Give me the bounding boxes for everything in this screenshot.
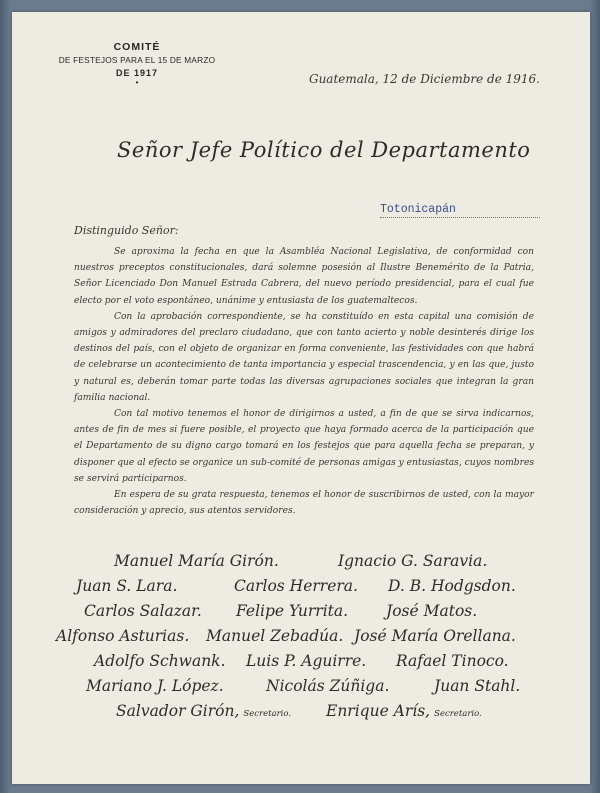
signature: Nicolás Zúñiga. bbox=[266, 677, 390, 695]
paragraph: Se aproxima la fecha en que la Asambléa Nacional Legislativa, de conformidad con nuestros preceptos constitucionales, dará solemne posesión al Ilustre Benemérito de la Patria, Señor Licenciado Don Manuel Estrada Cabrera, del nuevo período presidencial, para el cual fue electo por el voto espontáneo, unánime y entusiasta de los guatemaltecos. bbox=[74, 247, 534, 306]
signature: Manuel Zebadúa. bbox=[206, 627, 344, 645]
signature: Adolfo Schwank. bbox=[94, 652, 226, 670]
signature: Carlos Herrera. bbox=[234, 577, 358, 595]
signature: Mariano J. López. bbox=[86, 677, 224, 695]
signature-row bbox=[56, 677, 556, 702]
signature-row bbox=[56, 702, 556, 727]
paragraph: Con tal motivo tenemos el honor de dirigirnos a usted, a fin de que se sirva indicarnos, antes de fin de mes si fuere posible, el proyecto que haya formado acerca de la participación que el Departamento de su digno cargo tomará en los festejos que para aquella fecha se preparan, y disponer que al efecto se organice un sub-comité de personas amigas y entusiastas, cuyos nombres se servirá participarnos. bbox=[74, 409, 534, 484]
letterhead-title: COMITÉ bbox=[113, 41, 161, 53]
paragraph: En espera de su grata respuesta, tenemos el honor de suscribirnos de usted, con la mayor consideración y aprecio, sus atentos servidores. bbox=[74, 490, 534, 517]
signature-secretary bbox=[326, 702, 482, 720]
signature: Manuel María Girón. bbox=[114, 552, 279, 570]
paragraph: Con la aprobación correspondiente, se ha constituído en esta capital una comisión de amigos y admiradores del preclaro ciudadano, que con tanto acierto y noble desinterés dirige los destinos del país, con el objeto de organizar en forma conveniente, las festividades con que habrá de celebrarse un acontecimiento de tanta importancia y especial trascendencia, y en las que, justo y natural es, deberán tomar parte todas las diversas agrupaciones sociales que integran la gran familia nacional. bbox=[74, 311, 534, 403]
letterhead-ornament: • bbox=[135, 78, 139, 87]
signature: Alfonso Asturias. bbox=[56, 627, 190, 645]
signature: José Matos. bbox=[386, 602, 478, 620]
letterhead bbox=[42, 40, 232, 86]
secretary-role: Secretario. bbox=[434, 709, 482, 719]
signature-row bbox=[56, 627, 556, 652]
addressee-title: Señor Jefe Político del Departamento bbox=[117, 138, 531, 162]
signature: Salvador Girón, bbox=[116, 702, 240, 720]
signature: Felipe Yurrita. bbox=[236, 602, 349, 620]
letterhead-subtitle: DE FESTEJOS PARA EL 15 DE MARZO bbox=[58, 55, 216, 65]
salutation: Distinguido Señor: bbox=[74, 224, 179, 237]
signatures-block bbox=[56, 552, 556, 727]
signature: Juan S. Lara. bbox=[76, 577, 178, 595]
department-name: Totonicapán bbox=[380, 203, 540, 218]
letterhead-year: DE 1917 bbox=[115, 68, 159, 78]
letter-date: Guatemala, 12 de Diciembre de 1916. bbox=[308, 72, 540, 86]
signature-row bbox=[56, 652, 556, 677]
signature: José María Orellana. bbox=[354, 627, 516, 645]
signature: Ignacio G. Saravia. bbox=[338, 552, 488, 570]
signature: Luis P. Aguirre. bbox=[246, 652, 367, 670]
signature: Rafael Tinoco. bbox=[396, 652, 509, 670]
letter-body bbox=[74, 244, 534, 519]
letter-page bbox=[12, 12, 590, 784]
secretary-role: Secretario. bbox=[243, 709, 292, 719]
signature: Juan Stahl. bbox=[434, 677, 521, 695]
signature: Enrique Arís, bbox=[326, 702, 431, 720]
signature-row bbox=[56, 602, 556, 627]
signature-row bbox=[56, 552, 556, 577]
signature-row bbox=[56, 577, 556, 602]
signature: Carlos Salazar. bbox=[84, 602, 202, 620]
signature-secretary bbox=[116, 702, 291, 720]
signature: D. B. Hodgsdon. bbox=[388, 577, 516, 595]
